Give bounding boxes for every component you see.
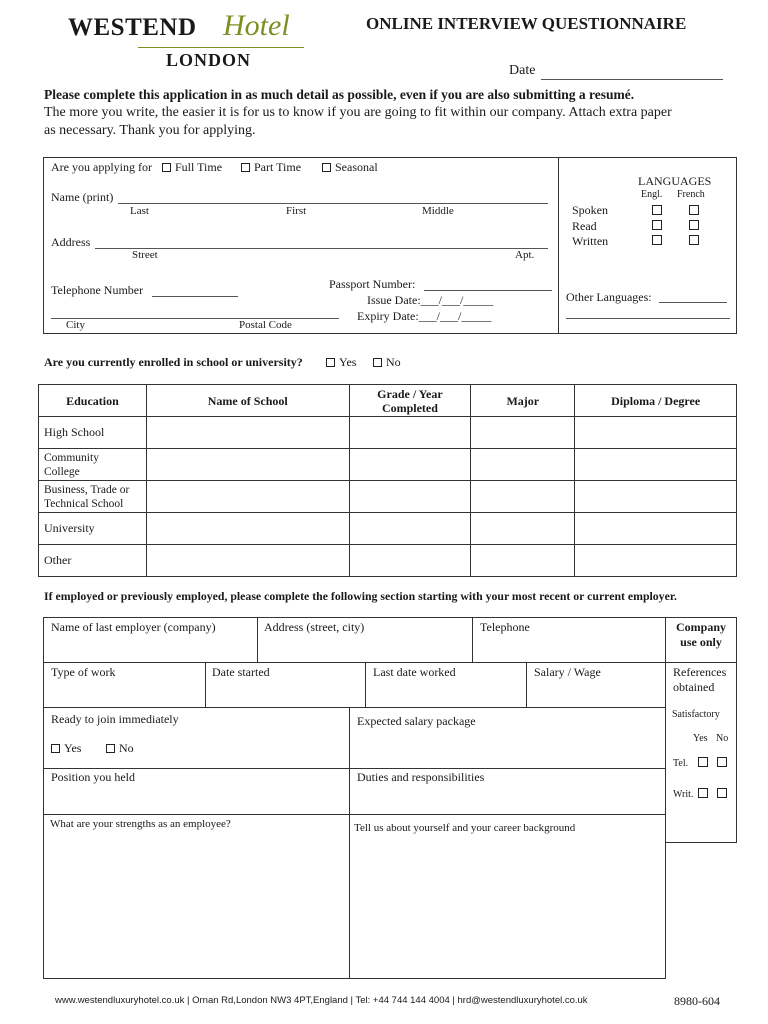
education-table [38, 384, 737, 577]
enrolled-yes-option[interactable] [326, 355, 356, 370]
school-cell[interactable] [146, 481, 349, 513]
applicant-divider [558, 157, 559, 334]
postal-label: Postal Code [239, 319, 292, 331]
seasonal-option[interactable] [322, 160, 378, 175]
logo-script: Hotel [223, 9, 290, 42]
enrolled-yes-checkbox[interactable] [326, 358, 335, 367]
read-engl-checkbox[interactable] [652, 220, 662, 230]
read-label: Read [572, 219, 597, 233]
intro-line3: as necessary. Thank you for applying. [44, 123, 256, 138]
satisfactory-no-label: No [716, 733, 729, 744]
employment-intro: If employed or previously employed, please complete the following section starting with your most recent or current employer. [44, 589, 677, 603]
major-cell[interactable] [471, 545, 575, 577]
ready-label: Ready to join immediately [51, 712, 179, 726]
diploma-cell[interactable] [575, 513, 737, 545]
major-cell[interactable] [471, 481, 575, 513]
passport-field[interactable] [424, 290, 552, 291]
logo-rule [138, 47, 304, 48]
grade-cell[interactable] [349, 449, 471, 481]
writ-no-checkbox[interactable] [717, 788, 727, 798]
apt-label: Apt. [515, 249, 535, 261]
telephone-label: Telephone Number [51, 283, 144, 297]
address-field[interactable] [95, 248, 548, 249]
school-cell[interactable] [146, 417, 349, 449]
written-engl-checkbox[interactable] [652, 235, 662, 245]
row-label: University [39, 513, 147, 545]
full-time-option[interactable] [162, 160, 222, 175]
seasonal-checkbox[interactable] [322, 163, 331, 172]
address-label: Address [51, 235, 91, 249]
tel-yes-checkbox[interactable] [698, 757, 708, 767]
ready-yes-checkbox[interactable] [51, 744, 60, 753]
diploma-cell[interactable] [575, 417, 737, 449]
footer-code: 8980-604 [674, 994, 720, 1008]
strengths-cell[interactable] [43, 814, 350, 979]
other-languages-field[interactable] [659, 302, 727, 303]
enrolled-yes-label: Yes [339, 355, 357, 369]
issue-date[interactable]: Issue Date:___/___/_____ [367, 293, 494, 307]
major-cell[interactable] [471, 417, 575, 449]
grade-cell[interactable] [349, 545, 471, 577]
school-name-header: Name of School [146, 385, 349, 417]
city-label: City [66, 319, 85, 331]
employer-address-label: Address (street, city) [264, 620, 365, 634]
employer-telephone-label: Telephone [480, 620, 530, 634]
duties-label: Duties and responsibilities [357, 770, 485, 784]
ready-yes-option[interactable] [51, 741, 81, 756]
school-cell[interactable] [146, 449, 349, 481]
satisfactory-label: Satisfactory [672, 709, 720, 720]
part-time-label: Part Time [254, 160, 302, 174]
table-row [39, 481, 737, 513]
major-header: Major [471, 385, 575, 417]
first-label: First [286, 205, 307, 217]
diploma-cell[interactable] [575, 545, 737, 577]
lang-engl-header: Engl. [641, 189, 663, 200]
spoken-engl-checkbox[interactable] [652, 205, 662, 215]
company-use-label: Company use only [675, 620, 726, 649]
diploma-header: Diploma / Degree [575, 385, 737, 417]
diploma-cell[interactable] [575, 449, 737, 481]
grade-cell[interactable] [349, 481, 471, 513]
writ-label: Writ. [673, 789, 694, 800]
references-label: References obtained [673, 665, 727, 694]
date-label: Date [509, 63, 536, 78]
last-label: Last [130, 205, 149, 217]
full-time-checkbox[interactable] [162, 163, 171, 172]
part-time-checkbox[interactable] [241, 163, 250, 172]
date-started-label: Date started [212, 665, 270, 679]
row-label: High School [39, 417, 147, 449]
lang-french-header: French [677, 189, 705, 200]
intro-line2: The more you write, the easier it is for us to know if you are going to fit within our company. Attach extra paper [44, 105, 672, 120]
intro-bold: Please complete this application in as much detail as possible, even if you are also submitting a resumé. [44, 87, 635, 102]
type-of-work-label: Type of work [51, 665, 116, 679]
grade-year-header: Grade / Year Completed [349, 385, 471, 417]
ready-yes-label: Yes [64, 741, 82, 755]
telephone-field[interactable] [152, 296, 238, 297]
footer-contact: www.westendluxuryhotel.co.uk | Ornan Rd,London NW3 4PT,England | Tel: +44 744 144 4004 | hrd@westendluxuryhotel.co.uk [55, 995, 588, 1006]
grade-cell[interactable] [349, 417, 471, 449]
diploma-cell[interactable] [575, 481, 737, 513]
other-languages-label: Other Languages: [566, 290, 652, 304]
spoken-french-checkbox[interactable] [689, 205, 699, 215]
enrolled-question: Are you currently enrolled in school or university? [44, 355, 303, 369]
about-label: Tell us about yourself and your career background [354, 822, 576, 834]
date-field[interactable] [541, 79, 723, 80]
name-field[interactable] [118, 203, 548, 204]
writ-yes-checkbox[interactable] [698, 788, 708, 798]
position-label: Position you held [51, 770, 136, 784]
written-label: Written [572, 234, 609, 248]
form-title: ONLINE INTERVIEW QUESTIONNAIRE [366, 14, 687, 33]
tel-no-checkbox[interactable] [717, 757, 727, 767]
table-row [39, 513, 737, 545]
education-header: Education [39, 385, 147, 417]
strengths-label: What are your strengths as an employee? [50, 818, 231, 830]
row-label: Other [39, 545, 147, 577]
salary-label: Salary / Wage [534, 665, 601, 679]
passport-label: Passport Number: [329, 277, 416, 291]
applying-for-label: Are you applying for [51, 160, 152, 174]
table-row [39, 449, 737, 481]
written-french-checkbox[interactable] [689, 235, 699, 245]
full-time-label: Full Time [175, 160, 223, 174]
ready-no-option[interactable] [106, 741, 134, 756]
major-cell[interactable] [471, 449, 575, 481]
logo-city: LONDON [166, 50, 252, 70]
seasonal-label: Seasonal [335, 160, 378, 174]
tel-label: Tel. [673, 758, 689, 769]
table-row [39, 545, 737, 577]
spoken-label: Spoken [572, 203, 608, 217]
street-label: Street [132, 249, 158, 261]
education-header-row [39, 385, 737, 417]
row-label: Community College [39, 449, 147, 481]
school-cell[interactable] [146, 545, 349, 577]
middle-label: Middle [422, 205, 454, 217]
last-employer-label: Name of last employer (company) [51, 620, 216, 634]
read-french-checkbox[interactable] [689, 220, 699, 230]
row-label: Business, Trade or Technical School [39, 481, 147, 513]
ready-no-label: No [119, 741, 134, 755]
enrolled-no-option[interactable] [373, 355, 401, 370]
ready-no-checkbox[interactable] [106, 744, 115, 753]
part-time-option[interactable] [241, 160, 301, 175]
other-languages-field-2[interactable] [566, 318, 730, 319]
expected-salary-label: Expected salary package [357, 714, 476, 728]
enrolled-no-checkbox[interactable] [373, 358, 382, 367]
satisfactory-yes-label: Yes [693, 733, 708, 744]
major-cell[interactable] [471, 513, 575, 545]
city-postal-field[interactable] [51, 318, 339, 319]
name-label: Name (print) [51, 190, 114, 204]
languages-title: LANGUAGES [638, 174, 712, 188]
last-date-label: Last date worked [373, 665, 456, 679]
about-cell[interactable] [349, 814, 666, 979]
grade-cell[interactable] [349, 513, 471, 545]
school-cell[interactable] [146, 513, 349, 545]
logo-brand: WESTEND [68, 14, 197, 41]
table-row [39, 417, 737, 449]
expiry-date[interactable]: Expiry Date:___/___/_____ [357, 309, 492, 323]
enrolled-no-label: No [386, 355, 401, 369]
